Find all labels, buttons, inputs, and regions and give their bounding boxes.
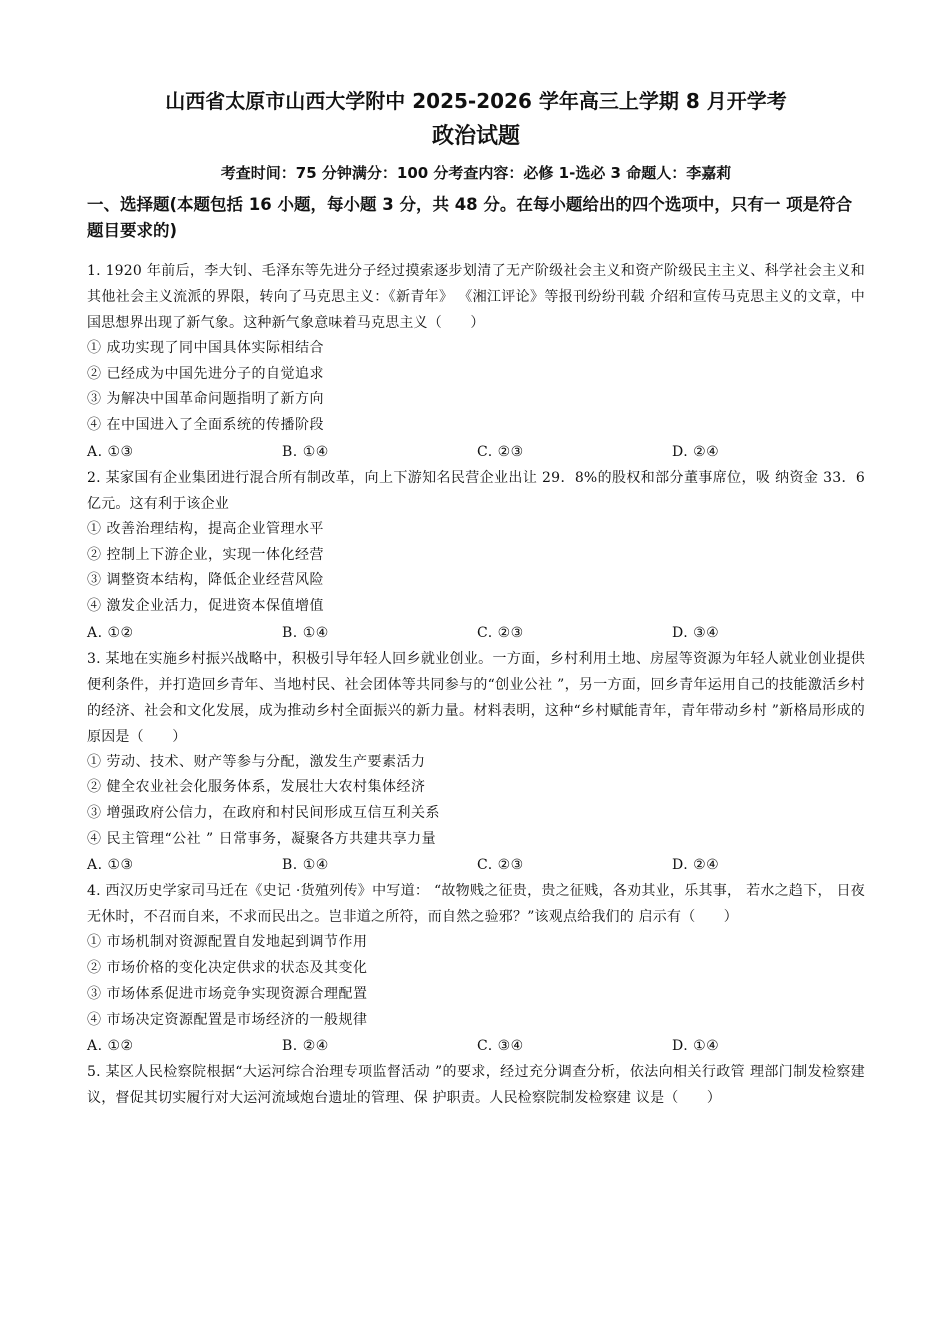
exam-title: 山西省太原市山西大学附中 2025-2026 学年高三上学期 8 月开学考 (165, 89, 787, 113)
choice-c: C. ②③ (477, 443, 524, 460)
exam-meta: 考查时间：75 分钟满分：100 分考查内容：必修 1-选必 3 命题人：李嘉莉 (220, 164, 732, 182)
statement-option: ② 健全农业社会化服务体系，发展壮大农村集体经济 (87, 779, 426, 796)
choice-c: C. ③④ (477, 1038, 524, 1055)
statement-option: ③ 调整资本结构，降低企业经营风险 (87, 572, 324, 589)
choice-b: B. ②④ (282, 1038, 329, 1055)
exam-page (87, 86, 865, 1111)
question-stem: 4. 西汉历史学家司马迁在《史记 ·货殖列传》中写道： “故物贱之征贵，贵之征贱，各劝其业，乐其事， 若水之趋下， 日夜无休时，不召而自来，不求而民出之。岂非道之所符，而自然之验邪？”该观点给我们的 启示有（ ） (87, 883, 865, 926)
answer-choices (87, 620, 865, 646)
choice-d: D. ②④ (672, 857, 720, 874)
statement-option: ④ 民主管理“公社 ” 日常事务，凝聚各方共建共享力量 (87, 830, 437, 847)
statement-option: ④ 市场决定资源配置是市场经济的一般规律 (87, 1011, 368, 1028)
statement-option: ① 市场机制对资源配置自发地起到调节作用 (87, 934, 368, 951)
question-5 (87, 1059, 865, 1111)
choice-a: A. ①③ (87, 857, 134, 874)
question-stem: 5. 某区人民检察院根据“大运河综合治理专项监督活动 ”的要求，经过充分调查分析，依法向相关行政管 理部门制发检察建议，督促其切实履行对大运河流域炮台遗址的管理、保 护职责。人民检察院制发检察建 议是（ ） (87, 1064, 865, 1107)
choice-d: D. ①④ (672, 1038, 720, 1055)
answer-choices (87, 852, 865, 878)
statement-option: ① 成功实现了同中国具体实际相结合 (87, 340, 324, 356)
statement-option: ③ 增强政府公信力，在政府和村民间形成互信互利关系 (87, 805, 440, 822)
choice-a: A. ①② (87, 624, 134, 641)
choice-b: B. ①④ (282, 857, 329, 874)
answer-choices (87, 439, 865, 465)
statement-option: ③ 市场体系促进市场竞争实现资源合理配置 (87, 985, 368, 1002)
statement-option: ④ 激发企业活力，促进资本保值增值 (87, 597, 324, 614)
question-stem: 3. 某地在实施乡村振兴战略中，积极引导年轻人回乡就业创业。一方面，乡村利用土地、房屋等资源为年轻人就业创业提供便利条件，并打造回乡青年、当地村民、社会团体等共同参与的“创业公社 ”，另一方面，回乡青年运用自己的技能激活乡村的经济、社会和文化发展，成为推动乡村全面振兴的新力量。材料表明，这种“乡村赋能青年，青年带动乡村 ”新格局形成的原因是（ ） (87, 650, 865, 745)
statement-option: ② 已经成为中国先进分子的自觉追求 (87, 365, 324, 382)
statement-option: ① 劳动、技术、财产等参与分配，激发生产要素活力 (87, 753, 426, 770)
choice-b: B. ①④ (282, 624, 329, 641)
choice-b: B. ①④ (282, 443, 329, 460)
choice-a: A. ①② (87, 1038, 134, 1055)
question-2 (87, 465, 865, 646)
choice-d: D. ③④ (672, 624, 720, 641)
choice-c: C. ②③ (477, 857, 524, 874)
question-list (87, 258, 865, 1111)
question-stem: 2. 某家国有企业集团进行混合所有制改革，向上下游知名民营企业出让 29．8%的股权和部分董事席位，吸 纳资金 33．6 亿元。这有利于该企业 (87, 469, 865, 512)
exam-subject: 政治试题 (431, 124, 520, 149)
statement-option: ② 控制上下游企业，实现一体化经营 (87, 546, 324, 563)
question-3 (87, 646, 865, 879)
question-1 (87, 258, 865, 465)
answer-choices (87, 1033, 865, 1059)
statement-option: ① 改善治理结构，提高企业管理水平 (87, 520, 324, 537)
section-heading: 一、选择题(本题包括 16 小题，每小题 3 分，共 48 分。在每小题给出的四个选项中，只有一 项是符合题目要求的) (87, 195, 853, 240)
statement-option: ③ 为解决中国革命问题指明了新方向 (87, 391, 324, 408)
statement-option: ② 市场价格的变化决定供求的状态及其变化 (87, 960, 368, 977)
question-4 (87, 878, 865, 1059)
statement-option: ④ 在中国进入了全面系统的传播阶段 (87, 417, 324, 434)
choice-d: D. ②④ (672, 443, 720, 460)
choice-a: A. ①③ (87, 443, 134, 460)
question-stem: 1. 1920 年前后，李大钊、毛泽东等先进分子经过摸索逐步划清了无产阶级社会主义和资产阶级民主主义、科学社会主义和其他社会主义流派的界限，转向了马克思主义：《新青年》 《湘江评论》等报刊纷纷刊载 介绍和宣传马克思主义的文章，中国思想界出现了新气象。这种新气象意味着马克思主义（ ） (87, 263, 865, 331)
choice-c: C. ②③ (477, 624, 524, 641)
